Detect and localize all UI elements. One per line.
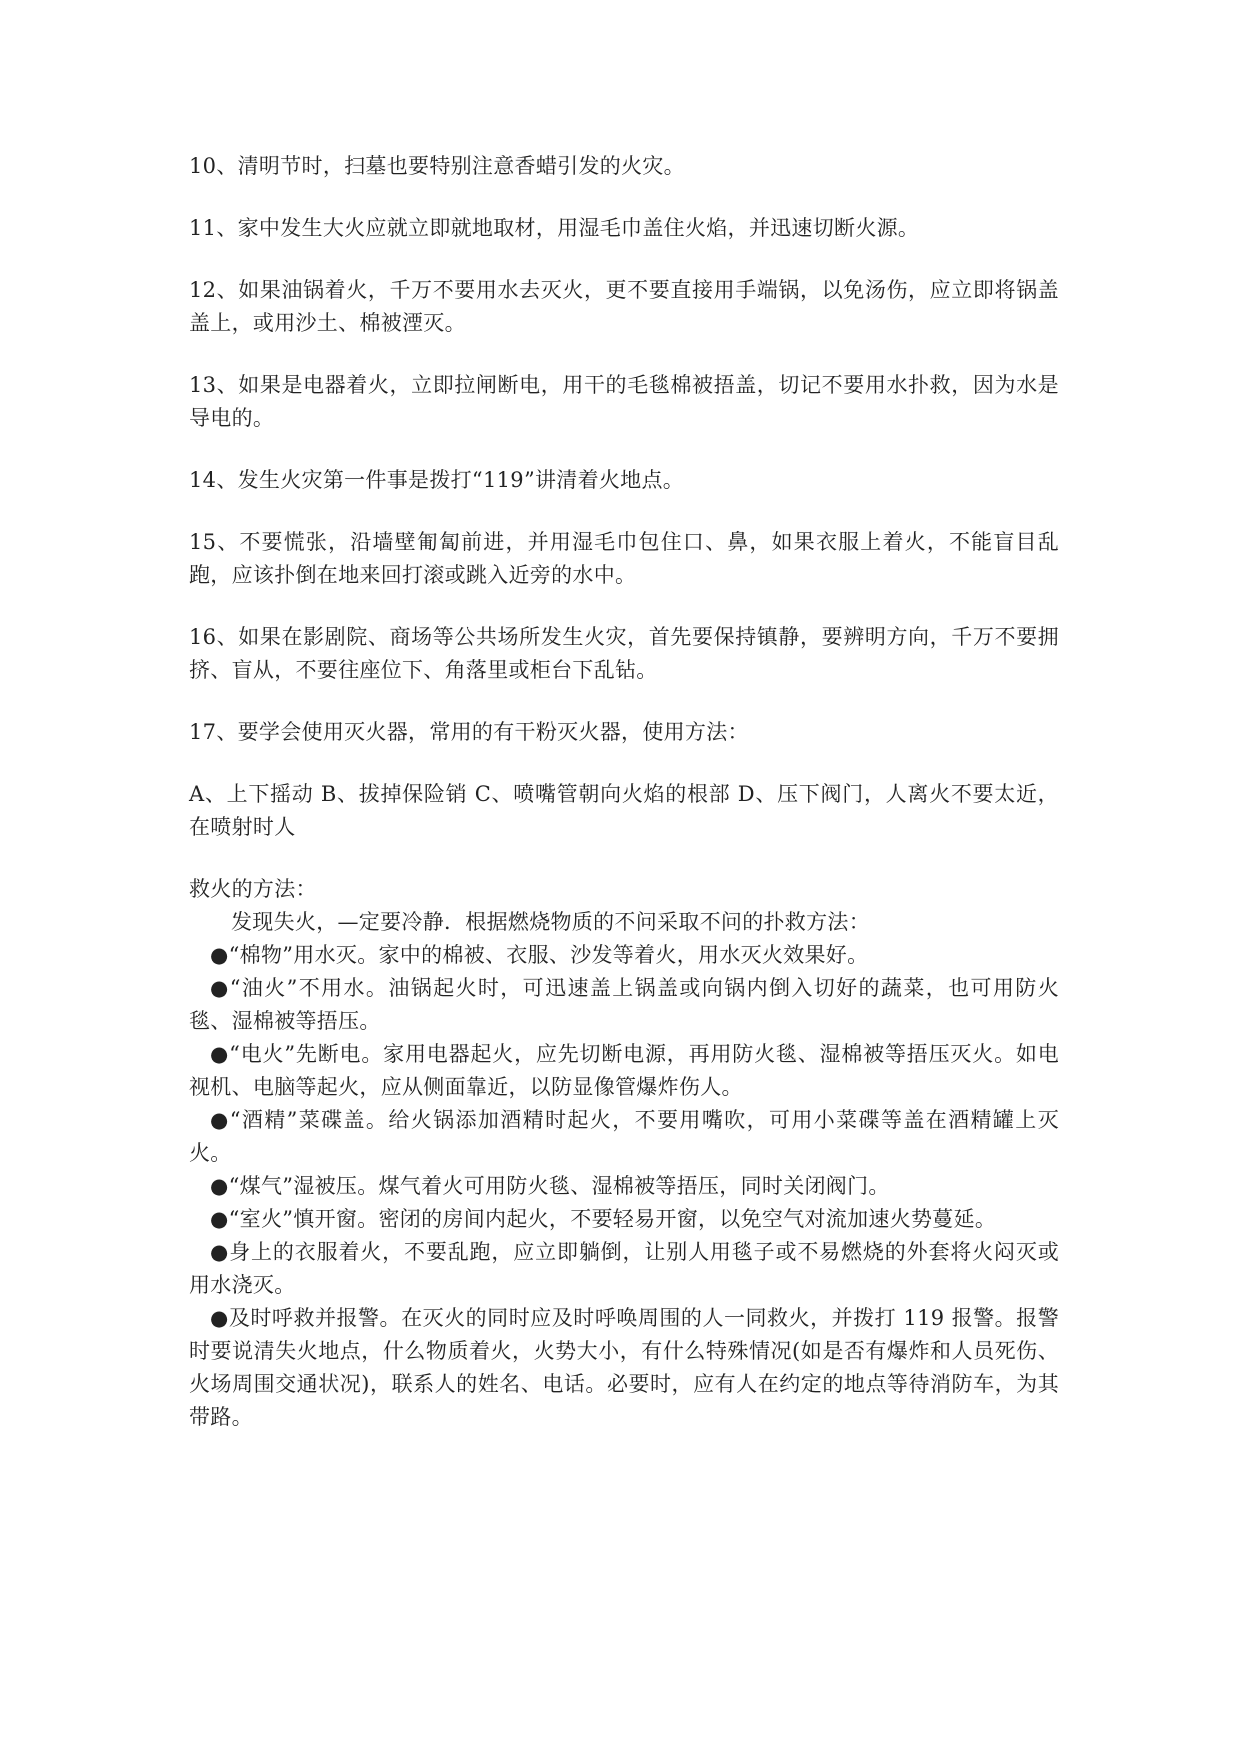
bullet-item (189, 1236, 1059, 1302)
numbered-item-16: 16、如果在影剧院、商场等公共场所发生火灾，首先要保持镇静，要辨明方向，千万不要拥挤、盲从，不要往座位下、角落里或柜台下乱钻。 (189, 625, 1059, 682)
bullet-item (189, 972, 1059, 1038)
extinguisher-steps: A、上下摇动 B、拔掉保险销 C、喷嘴管朝向火焰的根部 D、压下阀门，人离火不要太近，在喷射时人 (189, 782, 1059, 839)
numbered-item-11: 11、家中发生大火应就立即就地取材，用湿毛巾盖住火焰，并迅速切断火源。 (189, 216, 920, 240)
bullet-dot-icon: ● (210, 1306, 229, 1330)
numbered-item-12: 12、如果油锅着火，千万不要用水去灭火，更不要直接用手端锅，以免汤伤，应立即将锅盖盖上，或用沙土、棉被湮灭。 (189, 278, 1059, 335)
bullet-dot-icon: ● (210, 1207, 229, 1231)
numbered-item-13: 13、如果是电器着火，立即拉闸断电，用干的毛毯棉被捂盖，切记不要用水扑救，因为水是导电的。 (189, 373, 1059, 430)
bullet-item (189, 1170, 1059, 1203)
bullet-text: “酒精”菜碟盖。给火锅添加酒精时起火，不要用嘴吹，可用小菜碟等盖在酒精罐上灭火。 (189, 1108, 1059, 1165)
numbered-item-10: 10、清明节时，扫墓也要特别注意香蜡引发的火灾。 (189, 154, 685, 178)
bullet-item (189, 1104, 1059, 1170)
bullet-text: “煤气”湿被压。煤气着火可用防火毯、湿棉被等捂压，同时关闭阀门。 (228, 1174, 890, 1198)
section-intro: 发现失火，—定要冷静．根据燃烧物质的不问采取不问的扑救方法： (231, 910, 870, 934)
bullet-dot-icon: ● (210, 976, 230, 1000)
numbered-item-14: 14、发生火灾第一件事是拨打“119”讲清着火地点。 (189, 468, 685, 492)
bullet-text: 及时呼救并报警。在灭火的同时应及时呼唤周围的人一同救火，并拨打 119 报警。报警时要说清失火地点，什么物质着火，火势大小，有什么特殊情况(如是否有爆炸和人员死伤、火场周围交通状况)，联系人的姓名、电话。必要时，应有人在约定的地点等待消防车，为其带路。 (189, 1306, 1060, 1429)
bullet-text: “油火”不用水。油锅起火时，可迅速盖上锅盖或向锅内倒入切好的蔬菜，也可用防火毯、湿棉被等捂压。 (189, 976, 1059, 1033)
bullet-item (189, 939, 1059, 972)
numbered-item-15: 15、不要慌张，沿墙壁匍匐前进，并用湿毛巾包住口、鼻，如果衣服上着火，不能盲目乱跑，应该扑倒在地来回打滚或跳入近旁的水中。 (189, 530, 1059, 587)
bullet-text: “电火”先断电。家用电器起火，应先切断电源，再用防火毯、湿棉被等捂压灭火。如电视机、电脑等起火，应从侧面靠近，以防显像管爆炸伤人。 (189, 1042, 1060, 1099)
bullet-item (189, 1038, 1059, 1104)
section-heading: 救火的方法： (189, 877, 317, 901)
bullet-item (189, 1203, 1059, 1236)
bullet-dot-icon: ● (210, 943, 229, 967)
bullet-dot-icon: ● (210, 1240, 230, 1264)
document-body (189, 150, 1059, 1434)
bullet-text: “室火”慎开窗。密闭的房间内起火，不要轻易开窗，以免空气对流加速火势蔓延。 (228, 1207, 997, 1231)
numbered-item-17: 17、要学会使用灭火器，常用的有干粉灭火器，使用方法： (189, 720, 749, 744)
bullet-text: 身上的衣服着火，不要乱跑，应立即躺倒，让别人用毯子或不易燃烧的外套将火闷灭或用水浇灭。 (189, 1240, 1060, 1297)
bullet-dot-icon: ● (210, 1042, 230, 1066)
bullet-dot-icon: ● (210, 1174, 229, 1198)
bullet-text: “棉物”用水灭。家中的棉被、衣服、沙发等着火，用水灭火效果好。 (228, 943, 869, 967)
bullet-dot-icon: ● (210, 1108, 230, 1132)
bullet-item (189, 1302, 1059, 1434)
